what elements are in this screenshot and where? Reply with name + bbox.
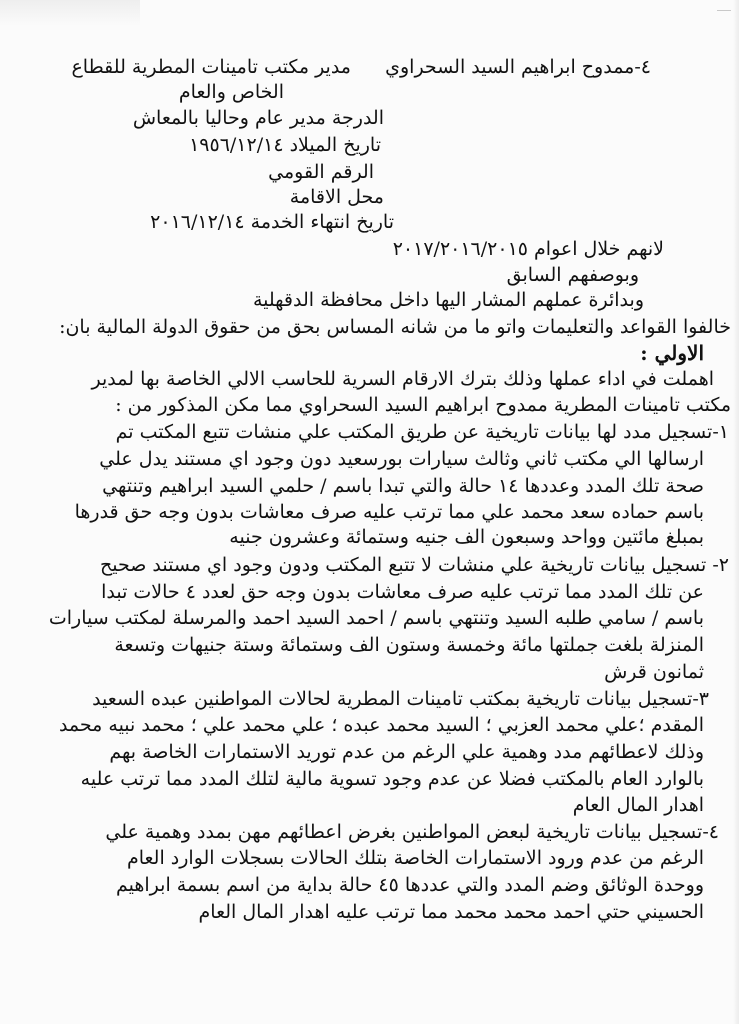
item-3-line: المقدم ؛علي محمد العزبي ؛ السيد محمد عبده ؛ علي محمد علي ؛ محمد نبيه محمد xyxy=(58,714,704,736)
national-id-label: الرقم القومي xyxy=(268,161,374,183)
item-2-line: باسم / سامي طلبه السيد وتنتهي باسم / احمد السيد احمد والمرسلة لمكتب سيارات xyxy=(48,607,704,629)
intro-capacity: وبوصفهم السابق xyxy=(506,264,639,286)
section-title: الاولي : xyxy=(640,341,704,365)
intro-violation: خالفوا القواعد والتعليمات واتو ما من شانه المساس بحق من حقوق الدولة المالية بان: xyxy=(59,316,731,338)
item-4-line: ٤-تسجيل بيانات تاريخية لبعض المواطنين بغرض اعطائهم مهن بمدد وهمية علي xyxy=(105,821,719,843)
item-1-line: بمبلغ مائتين وواحد وسبعون الف جنيه وستمائة وعشرون جنيه xyxy=(229,526,704,548)
item-3-line: وذلك لاعطائهم مدد وهمية علي الرغم من عدم توريد الاستمارات الخاصة بهم xyxy=(109,741,704,763)
item-1-line: باسم حماده سعد محمد علي مما ترتب عليه صرف معاشات بدون وجه حق قدرها xyxy=(74,501,704,523)
service-end-date: تاريخ انتهاء الخدمة ٢٠١٦/١٢/١٤ xyxy=(150,211,394,233)
item-1-line: ١-تسجيل مدد لها بيانات تاريخية عن طريق المكتب علي منشات تتبع المكتب تم xyxy=(115,421,729,443)
section-para-line: مكتب تامينات المطرية ممدوح ابراهيم السيد السحراوي مما مكن المذكور من : xyxy=(115,394,731,416)
item-2-line: ثمانون قرش xyxy=(604,661,704,683)
item-2-line: المنزلة بلغت جملتها مائة وخمسة وستون الف وستمائة وستة جنيهات وتسعة xyxy=(114,634,704,656)
item-3-line: اهدار المال العام xyxy=(572,794,704,816)
page-shadow-edge xyxy=(733,0,739,1024)
item-3-line: ٣-تسجيل بيانات تاريخية بمكتب تامينات المطرية لحالات المواطنين عبده السعيد xyxy=(92,688,709,710)
defendant-position: مدير مكتب تامينات المطرية للقطاع xyxy=(71,56,351,78)
residence-label: محل الاقامة xyxy=(289,186,384,208)
item-4-line: ووحدة الوثائق وضم المدد والتي عددها ٤٥ حالة بداية من اسم بسمة ابراهيم xyxy=(116,874,704,896)
intro-years: لانهم خلال اعوام ٢٠١٧/٢٠١٦/٢٠١٥ xyxy=(392,238,664,260)
item-1-line: ارسالها الي مكتب ثاني وثالث سيارات بورسعيد دون وجود اي مستند يدل علي xyxy=(99,448,704,470)
item-4-line: الرغم من عدم ورود الاستمارات الخاصة بتلك الحالات بسجلات الوارد العام xyxy=(126,847,704,869)
item-1-line: صحة تلك المدد وعددها ١٤ حالة والتي تبدا باسم / حلمي السيد ابراهيم وتنتهي xyxy=(102,475,704,497)
intro-jurisdiction: وبدائرة عملهم المشار اليها داخل محافظة الدقهلية xyxy=(252,289,644,311)
page-shadow-top xyxy=(0,0,140,26)
defendant-position-cont: الخاص والعام xyxy=(178,81,284,103)
item-2-line: ٢- تسجيل بيانات تاريخية علي منشات لا تتبع المكتب ودون وجود اي مستند صحيح xyxy=(100,554,729,576)
defendant-grade: الدرجة مدير عام وحاليا بالمعاش xyxy=(132,107,384,129)
section-para-line: اهملت في اداء عملها وذلك بترك الارقام السرية للحاسب الالي الخاصة بها لمدير xyxy=(91,368,714,390)
item-2-line: عن تلك المدد مما ترتب عليه صرف معاشات بدون وجه حق لعدد ٤ حالات تبدا xyxy=(101,581,704,603)
birth-date: تاريخ الميلاد ١٩٥٦/١٢/١٤ xyxy=(189,134,381,156)
item-3-line: بالوارد العام بالمكتب فضلا عن عدم وجود تسوية مالية لتلك المدد مما ترتب عليه xyxy=(80,768,704,790)
corner-mark xyxy=(717,2,731,11)
item-4-line: الحسيني حتي احمد محمد محمد مما ترتب عليه اهدار المال العام xyxy=(198,901,704,923)
defendant-name: ٤-ممدوح ابراهيم السيد السحراوي xyxy=(385,56,651,78)
